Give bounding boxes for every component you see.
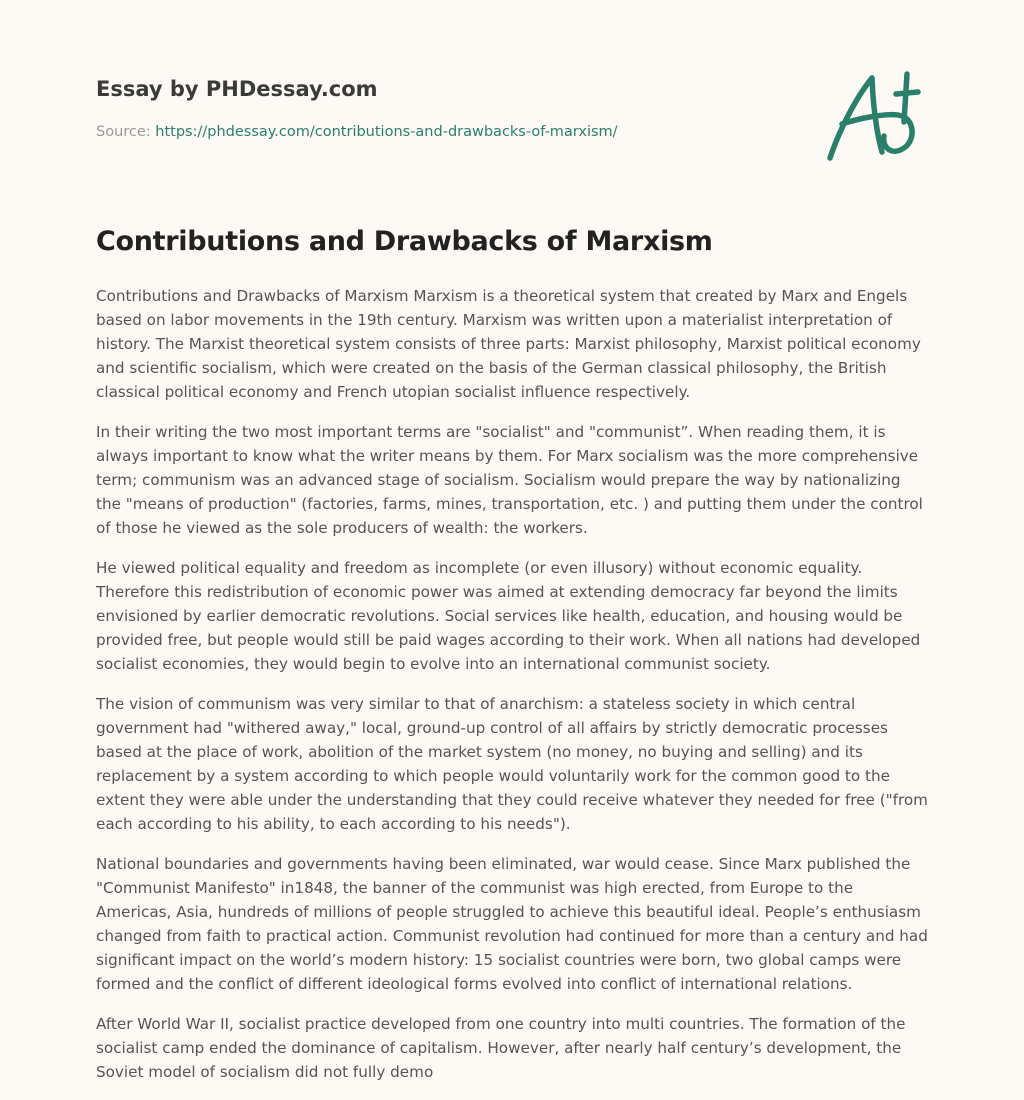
paragraph: He viewed political equality and freedom as incomplete (or even illusory) without economic equality. Therefore this redistribution of economic power was aimed at extending democracy far beyond the limits envisioned by earlier democratic revolutions. Social services like health, education, and housing would be provided free, but people would still be paid wages according to their work. When all nations had developed socialist economies, they would begin to evolve into an international communist society. <box>96 559 921 673</box>
paragraph: National boundaries and governments having been eliminated, war would cease. Since Marx published the "Communist Manifesto" in1848, the banner of the communist was high erected, from Europe to the Americas, Asia, hundreds of millions of people struggled to achieve this beautiful ideal. People’s enthusiasm changed from faith to practical action. Communist revolution had continued for more than a century and had significant impact on the world’s modern history: 15 socialist countries were born, two global camps were formed and the conflict of different ideological forms evolved into conflict of international relations. <box>96 855 928 993</box>
source-line <box>96 124 618 140</box>
paragraph: In their writing the two most important terms are "socialist" and "communist”. When reading them, it is always important to know what the writer means by them. For Marx socialism was the more comprehensive term; communism was an advanced stage of socialism. Socialism would prepare the way by nationalizing the "means of production" (factories, farms, mines, transportation, etc. ) and putting them under the control of those he viewed as the sole producers of wealth: the workers. <box>96 423 923 537</box>
essay-body <box>96 284 930 1100</box>
site-brand: Essay by PHDessay.com <box>96 77 378 101</box>
a-plus-grade-logo-icon <box>820 64 930 168</box>
paragraph: The vision of communism was very similar to that of anarchism: a stateless society in which central government had "withered away," local, ground-up control of all affairs by strictly democratic processes based at the place of work, abolition of the market system (no money, no buying and selling) and its replacement by a system according to which people would voluntarily work for the common good to the extent they were able under the understanding that they could receive whatever they needed for free ("from each according to his ability, to each according to his needs"). <box>96 695 928 833</box>
source-link[interactable]: https://phdessay.com/contributions-and-drawbacks-of-marxism/ <box>155 124 618 140</box>
paragraph: Contributions and Drawbacks of Marxism Marxism is a theoretical system that created by Marx and Engels based on labor movements in the 19th century. Marxism was written upon a materialist interpretation of history. The Marxist theoretical system consists of three parts: Marxist philosophy, Marxist political economy and scientific socialism, which were created on the basis of the German classical philosophy, the British classical political economy and French utopian socialist influence respectively. <box>96 287 921 401</box>
source-label: Source: <box>96 124 156 140</box>
paragraph: After World War II, socialist practice developed from one country into multi countries. The formation of the socialist camp ended the dominance of capitalism. However, after nearly half century’s development, the Soviet model of socialism did not fully demo <box>96 1015 906 1081</box>
essay-title: Contributions and Drawbacks of Marxism <box>96 226 713 257</box>
